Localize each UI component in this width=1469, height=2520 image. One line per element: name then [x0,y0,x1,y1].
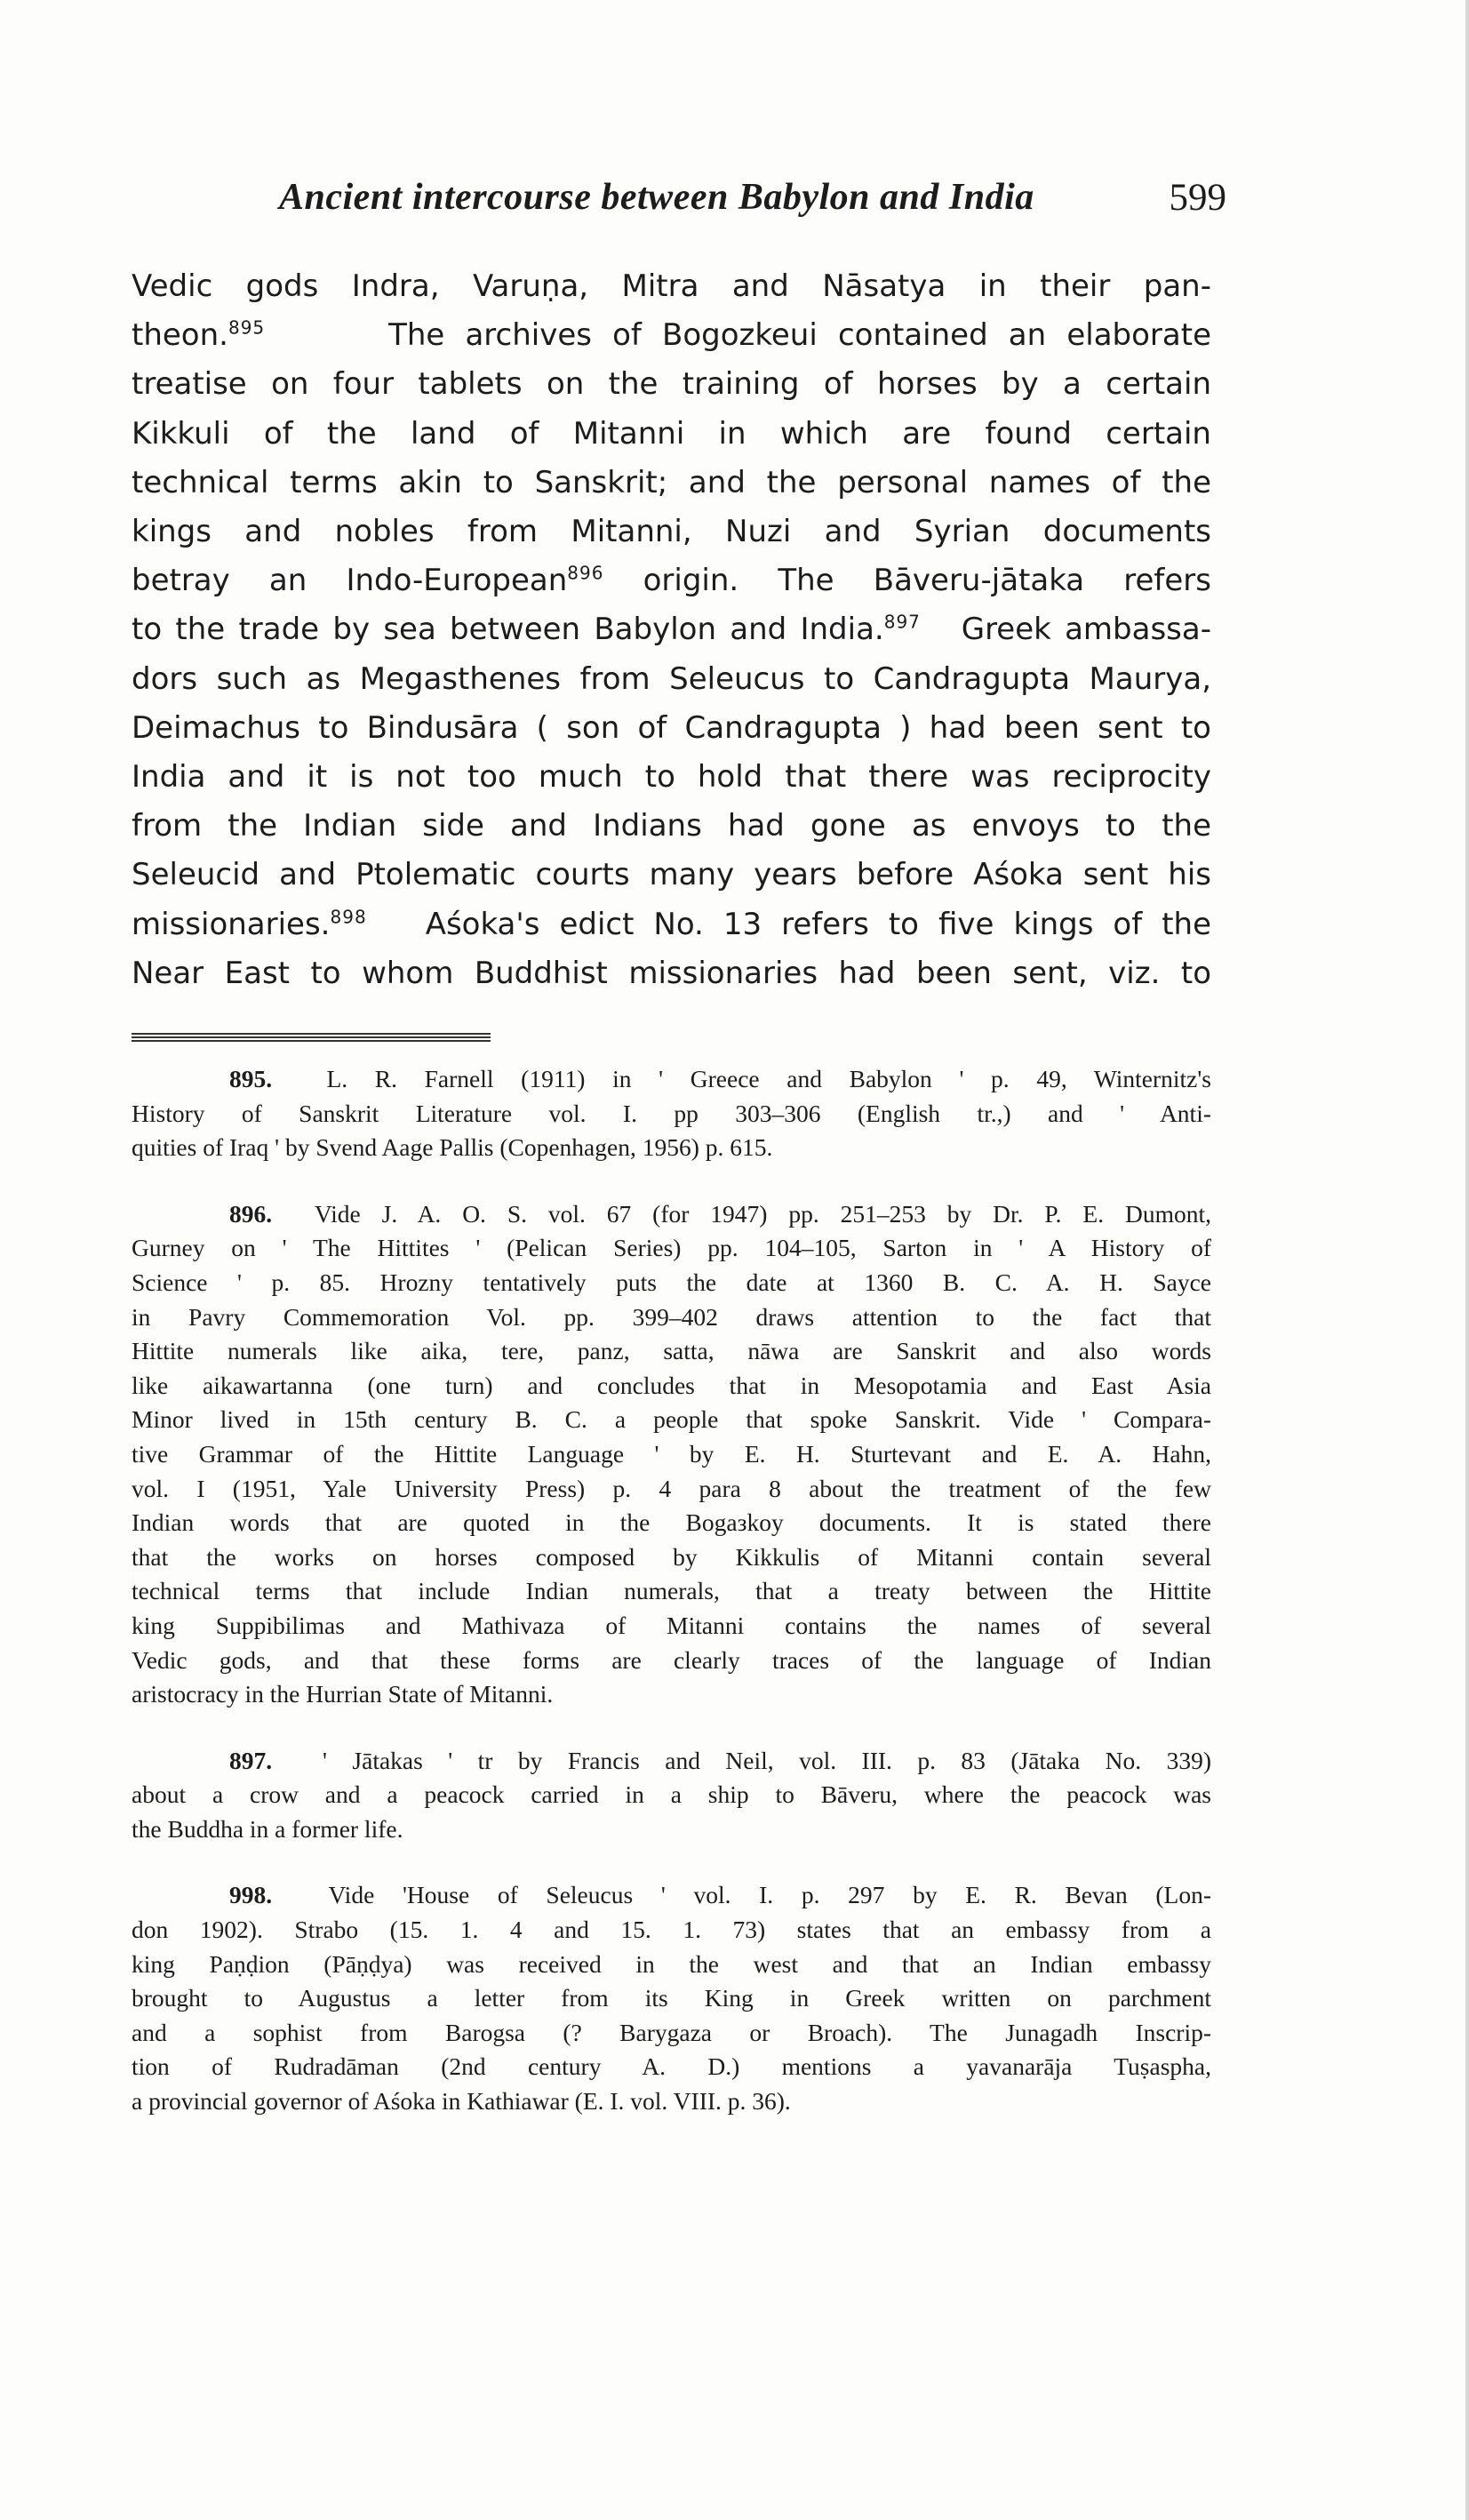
footnote-line: in Pavry Commemoration Vol. pp. 399–402 draws attention to the fact that [132,1302,1211,1331]
footnote-line: brought to Augustus a letter from its King in Greek written on parchment [132,1984,1211,2012]
body-line [132,605,1211,654]
footnote-line: king Suppibilimas and Mathivaza of Mitanni contains the names of several [132,1611,1211,1639]
footnote-line: Science ' p. 85. Hrozny tentatively puts the date at 1360 B. C. A. H. Sayce [132,1268,1211,1296]
running-header [267,176,1226,229]
footnote-line [132,1744,1211,1779]
footnote-line: king Paṇḍion (Pāṇḍya) was received in the west and that an Indian embassy [132,1949,1211,1978]
footnote-line [132,1197,1211,1232]
footnote-divider [132,1033,491,1042]
footnote-number: 897. [229,1746,273,1774]
footnote-ref: 895 [228,316,266,339]
body-line-segment: theon. [132,317,228,354]
body-paragraph [132,262,1211,998]
header-title: Ancient intercourse between Babylon and India [279,177,1034,218]
footnote-line: Minor lived in 15th century B. C. a people that spoke Sanskrit. Vide ' Compara- [132,1405,1211,1434]
footnote-line: Indian words that are quoted in the Bogазkoy documents. It is stated there [132,1508,1211,1537]
footnote-line: quities of Iraq ' by Svend Aage Pallis (Copenhagen, 1956) p. 615. [132,1133,773,1162]
footnote-line: Gurney on ' The Hittites ' (Pelican Series) pp. 104–105, Sarton in ' A History of [132,1234,1211,1262]
footnote-number: 896. [229,1199,273,1228]
footnotes [132,1062,1211,2151]
footnote-897 [132,1744,1211,1847]
footnote-ref: 897 [883,612,921,634]
body-line-segment: The archives of Bogozkeui contained an elaborate [388,317,1211,354]
body-line: India and it is not too much to hold that there was reciprocity [132,759,1211,796]
body-line-segment: Aśoka's edict No. 13 refers to five kings of the [425,906,1211,942]
footnote-text: Vide J. A. O. S. vol. 67 (for 1947) pp. 251–253 by Dr. P. E. Dumont, [314,1199,1212,1228]
page-number: 599 [1169,177,1226,219]
footnote-text: Vide 'House of Seleucus ' vol. I. p. 297 by E. R. Bevan (Lon- [328,1881,1211,1909]
footnote-line: a provincial governor of Aśoka in Kathiawar (E. I. vol. VIII. p. 36). [132,2087,791,2116]
body-line: Deimachus to Bindusāra ( son of Candragupta ) had been sent to [132,709,1211,746]
body-line: dors such as Megasthenes from Seleucus to Candragupta Maurya, [132,660,1211,697]
footnote-line: aristocracy in the Hurrian State of Mitanni. [132,1680,554,1708]
body-line: Near East to whom Buddhist missionaries had been sent, viz. to [132,955,1211,991]
footnote-line: technical terms that include Indian numerals, that a treaty between the Hittite [132,1577,1211,1605]
footnote-line: vol. I (1951, Yale University Press) p. 4 para 8 about the treatment of the few [132,1474,1211,1502]
body-line: kings and nobles from Mitanni, Nuzi and Syrian documents [132,514,1211,550]
body-line: treatise on four tablets on the training of horses by a certain [132,366,1211,403]
body-line-segment: to the trade by sea between Babylon and India. [132,612,884,648]
footnote-line [132,1062,1211,1097]
footnote-line: that the works on horses composed by Kikkulis of Mitanni contain several [132,1542,1211,1571]
footnote-line: tive Grammar of the Hittite Language ' by E. H. Sturtevant and E. A. Hahn, [132,1439,1211,1468]
footnote-text: ' Jātakas ' tr by Francis and Neil, vol. III. p. 83 (Jātaka No. 339) [323,1746,1211,1774]
footnote-line: the Buddha in a former life. [132,1814,403,1843]
footnote-line: like aikawartanna (one turn) and concludes that in Mesopotamia and East Asia [132,1371,1211,1399]
body-line [132,900,1211,949]
footnote-896 [132,1197,1211,1712]
body-line: Seleucid and Ptolematic courts many years before Aśoka sent his [132,857,1211,893]
body-line [132,311,1211,360]
footnote-line: don 1902). Strabo (15. 1. 4 and 15. 1. 73) states that an embassy from a [132,1916,1211,1944]
body-line-segment: betray an Indo-European [132,563,568,599]
footnote-number: 998. [229,1881,273,1909]
footnote-line [132,1878,1211,1913]
body-line: Kikkuli of the land of Mitanni in which are found certain [132,415,1211,452]
footnote-line: History of Sanskrit Literature vol. I. pp 303–306 (English tr.,) and ' Anti- [132,1099,1211,1127]
footnote-898 [132,1878,1211,2118]
footnote-line: tion of Rudradāman (2nd century A. D.) mentions a yavanarāja Tuṣaspha, [132,2052,1211,2081]
body-line-segment: origin. The Bāveru-jātaka refers [643,563,1212,599]
page-edge [1465,0,1469,2520]
footnote-ref: 896 [567,562,604,584]
body-line-segment: missionaries. [132,906,331,942]
footnote-line: Hittite numerals like aika, tere, panz, satta, nāwa are Sanskrit and also words [132,1337,1211,1365]
body-line: technical terms akin to Sanskrit; and the personal names of the [132,464,1211,500]
body-line: Vedic gods Indra, Varuṇa, Mitra and Nāsatya in their pan- [132,268,1211,304]
footnote-number: 895. [229,1065,273,1092]
footnote-line: Vedic gods, and that these forms are clearly traces of the language of Indian [132,1645,1211,1674]
body-line-segment: Greek ambassa- [961,612,1211,648]
footnote-ref: 898 [330,906,367,928]
footnote-line: and a sophist from Barogsa (? Barygaza or Broach). The Junagadh Inscrip- [132,2018,1211,2046]
footnote-895 [132,1062,1211,1165]
footnote-line: about a crow and a peacock carried in a ship to Bāveru, where the peacock was [132,1780,1211,1809]
body-line: from the Indian side and Indians had gone as envoys to the [132,808,1211,844]
body-line [132,556,1211,605]
footnote-text: L. R. Farnell (1911) in ' Greece and Babylon ' p. 49, Winternitz's [326,1065,1212,1092]
